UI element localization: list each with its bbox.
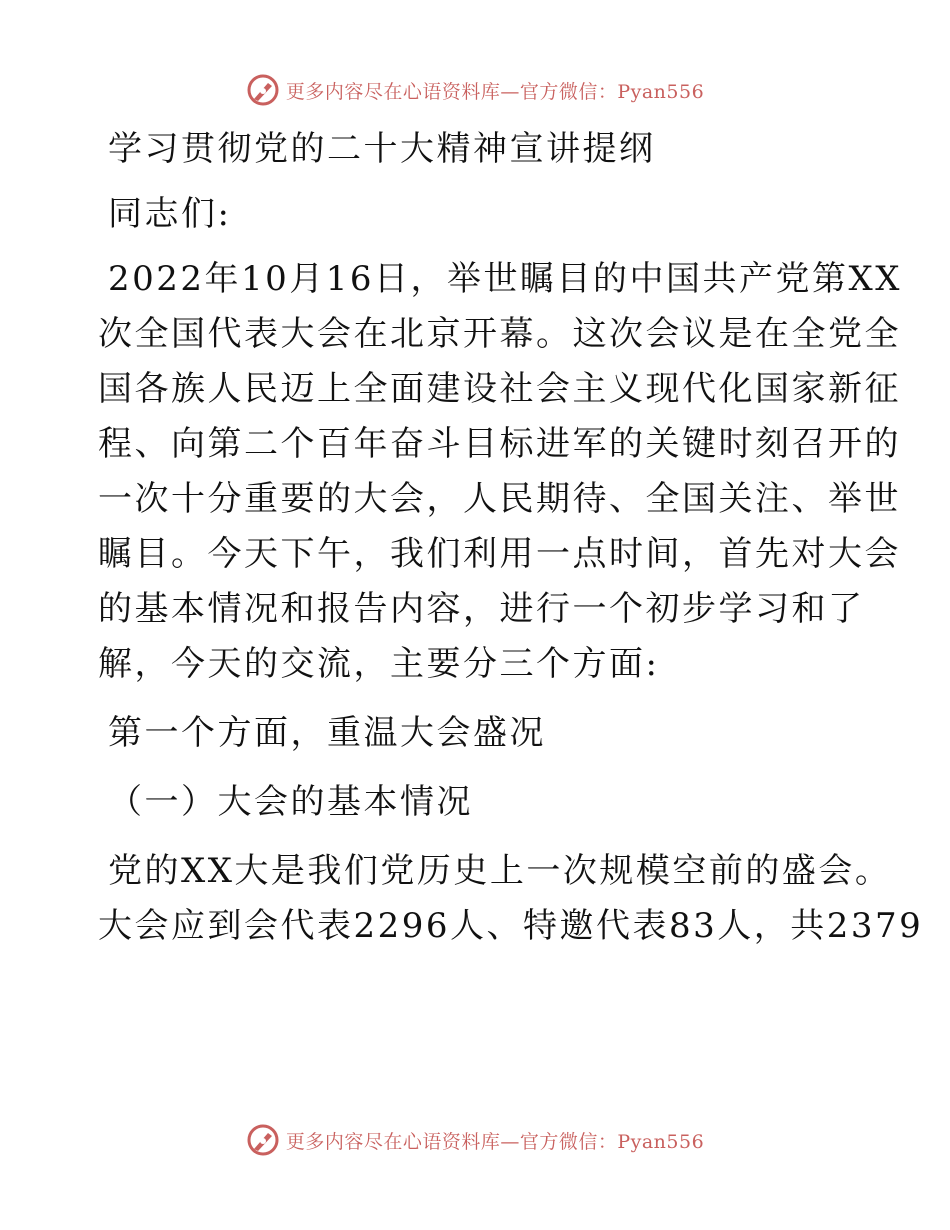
paragraph-line: 瞩目。今天下午，我们利用一点时间，首先对大会 bbox=[98, 534, 901, 574]
paragraph-line: 程、向第二个百年奋斗目标进军的关键时刻召开的 bbox=[98, 424, 901, 464]
paragraph-line: 大会应到会代表2296人、特邀代表83人，共2379 bbox=[98, 906, 924, 946]
watermark-text: 更多内容尽在心语资料库—官方微信：Pyan556 bbox=[285, 1130, 705, 1153]
paragraph-line: 党的XX大是我们党历史上一次规模空前的盛会。 bbox=[108, 851, 892, 891]
paragraph-line: 次全国代表大会在北京开幕。这次会议是在全党全 bbox=[98, 314, 901, 354]
watermark-text: 更多内容尽在心语资料库—官方微信：Pyan556 bbox=[285, 80, 705, 103]
paragraph-line: 国各族人民迈上全面建设社会主义现代化国家新征 bbox=[98, 369, 901, 409]
paragraph-line: 一次十分重要的大会，人民期待、全国关注、举世 bbox=[98, 479, 901, 519]
document-title: 学习贯彻党的二十大精神宣讲提纲 bbox=[108, 129, 656, 169]
paragraph-2 bbox=[98, 844, 924, 954]
document-body bbox=[98, 122, 924, 954]
pen-logo-icon bbox=[246, 73, 280, 107]
subsection-heading: （一）大会的基本情况 bbox=[108, 782, 473, 822]
paragraph-line: 的基本情况和报告内容，进行一个初步学习和了 bbox=[98, 589, 865, 629]
salutation: 同志们: bbox=[108, 194, 232, 234]
watermark-footer bbox=[0, 1120, 950, 1160]
paragraph-line: 解，今天的交流，主要分三个方面: bbox=[98, 644, 660, 684]
watermark-header bbox=[0, 70, 950, 110]
paragraph-1 bbox=[98, 252, 902, 692]
pen-logo-icon bbox=[246, 1123, 280, 1157]
section-heading: 第一个方面，重温大会盛况 bbox=[108, 713, 546, 753]
paragraph-line: 2022年10月16日，举世瞩目的中国共产党第XX bbox=[108, 259, 902, 299]
